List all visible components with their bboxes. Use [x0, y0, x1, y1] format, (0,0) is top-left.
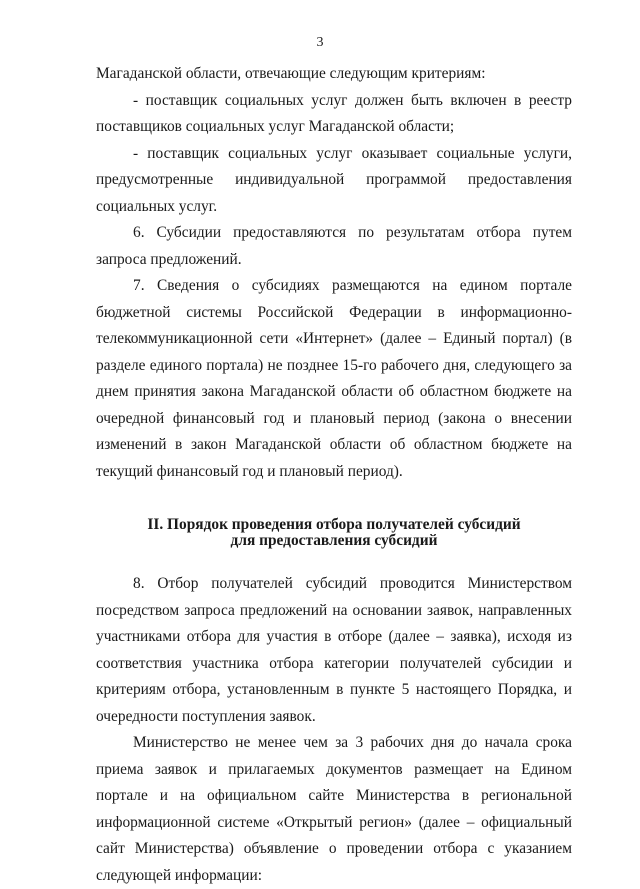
section-heading-line-2: для предоставления субсидий: [230, 532, 438, 549]
section-heading: [96, 517, 572, 549]
paragraph-continuation: Магаданской области, отвечающие следующим критериям:: [96, 65, 486, 82]
paragraph-8: 8. Отбор получателей субсидий проводится Министерством посредством запроса предложений на основании заявок, направленных участниками отбора для участия в отборе (далее – заявка), исходя из соответствия участника отбора категории получателей субсидии и критериям отбора, установленным в пункте 5 настоящего Порядка, и очередности поступления заявок.: [96, 575, 572, 725]
criterion-registry: - поставщик социальных услуг должен быть включен в реестр поставщиков социальных услуг Магаданской области;: [96, 91, 572, 135]
document-body: [96, 61, 572, 889]
paragraph-announcement: Министерство не менее чем за 3 рабочих дня до начала срока приема заявок и прилагаемых документов размещает на Едином портале и на официальном сайте Министерства в региональной информационной системе «Открытый регион» (далее – официальный сайт Министерства) объявление о проведении отбора с указанием следующей информации:: [96, 734, 572, 884]
paragraph-6: 6. Субсидии предоставляются по результатам отбора путем запроса предложений.: [96, 224, 572, 268]
paragraph-7: 7. Сведения о субсидиях размещаются на едином портале бюджетной системы Российской Федерации в информационно-телекоммуникационной сети «Интернет» (далее – Единый портал) (в разделе единого портала) не позднее 15-го рабочего дня, следующего за днем принятия закона Магаданской области об областном бюджете на очередной финансовый год и плановый период (закона о внесении изменений в закон Магаданской области об областном бюджете на текущий финансовый год и плановый период).: [96, 277, 572, 480]
page-number: 3: [316, 35, 324, 50]
section-heading-line-1: II. Порядок проведения отбора получателей субсидий: [147, 516, 521, 533]
criterion-individual-program: - поставщик социальных услуг оказывает социальные услуги, предусмотренные индивидуальной программой предоставления социальных услуг.: [96, 144, 572, 215]
